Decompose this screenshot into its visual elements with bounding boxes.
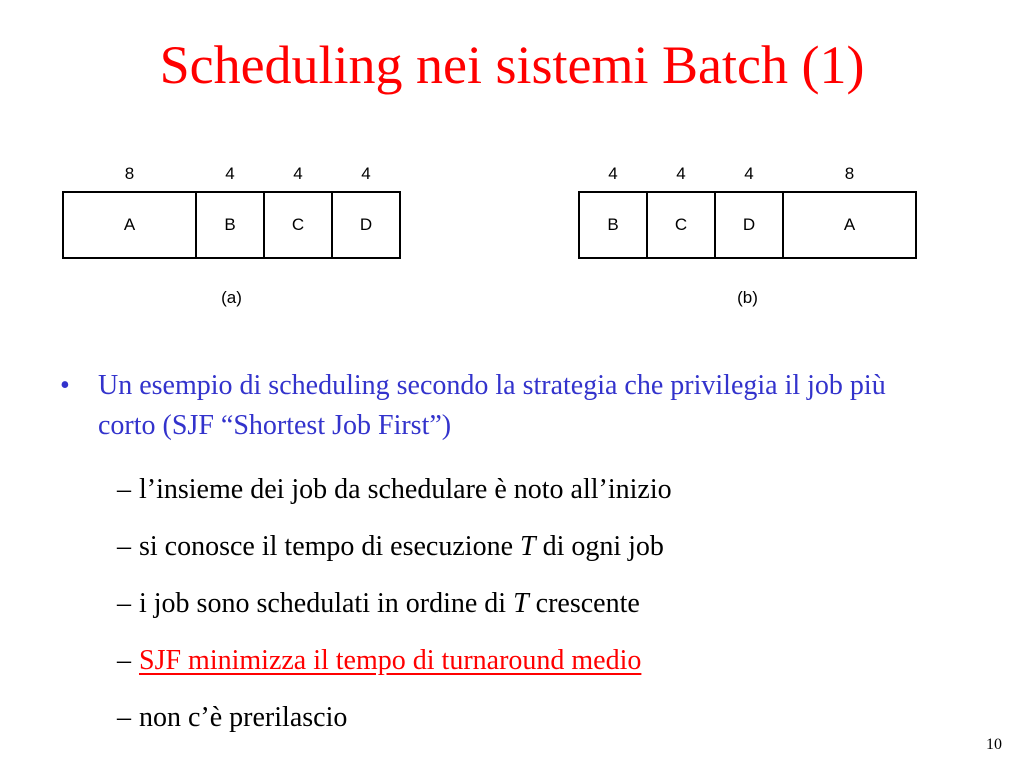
- subbullet-item: [117, 584, 640, 624]
- subbullet-item: [117, 698, 347, 738]
- bullet-marker: •: [60, 370, 70, 401]
- text-segment: i job sono schedulati in ordine di: [139, 588, 514, 619]
- job-time-label: 4: [361, 164, 371, 183]
- page-number: 10: [986, 736, 1002, 753]
- variable-symbol: T: [513, 588, 529, 619]
- subbullet-item: [117, 470, 672, 510]
- diagram-caption: (b): [737, 288, 758, 307]
- job-box-c: C: [648, 191, 716, 259]
- text-segment: SJF minimizza il tempo di turnaround medio: [139, 645, 642, 676]
- job-box-d: D: [333, 191, 401, 259]
- subbullet-text: [139, 702, 347, 733]
- job-box-a: A: [64, 191, 197, 259]
- job-box-a: A: [784, 191, 917, 259]
- job-time-label: 4: [676, 164, 686, 183]
- subbullet-text: [139, 645, 641, 676]
- diagram-caption: (a): [221, 288, 242, 307]
- job-time-label: 8: [124, 164, 135, 183]
- subbullet-item: [117, 527, 664, 567]
- subbullet-text: [139, 474, 672, 505]
- job-time-label: 4: [608, 164, 618, 183]
- subbullet-marker: –: [117, 474, 131, 505]
- job-box-d: D: [716, 191, 784, 259]
- subbullet-marker: –: [117, 645, 131, 676]
- bullet-text: Un esempio di scheduling secondo la strategia che privilegia il job più corto (SJF “Shortest Job First”): [98, 370, 886, 441]
- subbullet-text: [139, 531, 664, 562]
- slide-title: Scheduling nei sistemi Batch (1): [159, 35, 865, 95]
- job-box-b: B: [197, 191, 265, 259]
- job-time-label: 4: [744, 164, 754, 183]
- job-sequence: [62, 191, 401, 259]
- subbullet-item: [117, 641, 641, 681]
- job-box-c: C: [265, 191, 333, 259]
- variable-symbol: T: [520, 531, 536, 562]
- job-time-label: 4: [293, 164, 303, 183]
- job-time-label: 8: [844, 164, 855, 183]
- text-segment: di ogni job: [535, 531, 664, 562]
- bullet-item: [60, 366, 920, 446]
- text-segment: l’insieme dei job da schedulare è noto all’inizio: [139, 474, 672, 505]
- subbullet-marker: –: [117, 702, 131, 733]
- subbullet-text: [139, 588, 640, 619]
- text-segment: non c’è prerilascio: [139, 702, 348, 733]
- job-box-b: B: [580, 191, 648, 259]
- job-sequence: [578, 191, 917, 259]
- subbullet-marker: –: [117, 588, 131, 619]
- job-time-label: 4: [225, 164, 235, 183]
- subbullet-marker: –: [117, 531, 131, 562]
- text-segment: si conosce il tempo di esecuzione: [139, 531, 520, 562]
- text-segment: crescente: [528, 588, 640, 619]
